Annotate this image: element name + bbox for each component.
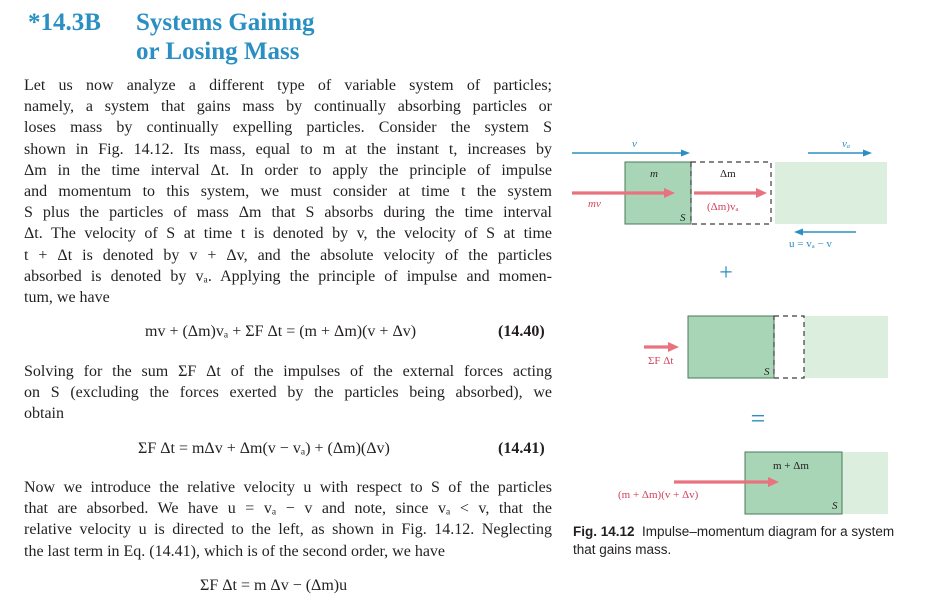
label-final-momentum: (m + Δm)(v + Δv) <box>618 489 699 501</box>
paragraph-3 <box>24 477 552 562</box>
equation-14-41: ΣF Δt = mΔv + Δm(v − vₐ) + (Δm)(Δv) <box>138 440 390 457</box>
figure-row-1 <box>572 138 887 250</box>
label-va: vₐ <box>842 138 851 150</box>
label-s-row3: S <box>832 500 838 512</box>
text-line: t + Δt is denoted by v + Δv, and the absolute velocity of the particles <box>24 246 552 264</box>
text-line: tum, we have <box>24 289 110 307</box>
text-line: the last term in Eq. (14.41), which is of the second order, we have <box>24 542 446 560</box>
text-line: namely, a system that gains mass by continually absorbing particles or <box>24 98 552 116</box>
text-line: obtain <box>24 405 64 423</box>
caption-label: Fig. 14.12 <box>573 524 635 539</box>
text-line: Solving for the sum ΣF Δt of the impulses of the external forces acting <box>24 363 552 380</box>
relative-velocity-arrow-head <box>794 229 803 236</box>
light-green-region <box>842 452 888 514</box>
text-line: on S (excluding the forces exerted by the particles being absorbed), we <box>24 384 552 402</box>
equation-number-14-41: (14.41) <box>498 440 545 457</box>
caption-text: Impulse–momentum diagram for a system that gains mass. <box>573 524 895 557</box>
equals-sign: = <box>750 404 766 433</box>
figure-row-3 <box>618 452 888 514</box>
text-line: S plus the particles of mass Δm that S absorbs during the time interval <box>24 204 552 222</box>
label-v: v <box>632 138 637 150</box>
paragraph-1 <box>24 75 552 308</box>
equation-final: ΣF Δt = m Δv − (Δm)u <box>200 577 348 594</box>
text-line: Δm in the time interval Δt. In order to apply the principle of impulse <box>24 161 552 179</box>
text-line: absorbed is denoted by vₐ. Applying the principle of impulse and momen- <box>24 267 552 285</box>
label-mv: mv <box>588 198 601 210</box>
impulse-arrow-head <box>668 342 679 352</box>
light-green-region <box>804 316 888 378</box>
equation-number-14-40: (14.40) <box>498 323 545 340</box>
va-arrow-head <box>863 150 872 157</box>
label-impulse: ΣF Δt <box>648 355 674 367</box>
light-green-region <box>775 162 887 224</box>
equation-14-40: mv + (Δm)vₐ + ΣF Δt = (m + Δm)(v + Δv) <box>145 323 417 340</box>
plus-sign: + <box>719 260 733 286</box>
momentum-dmva-arrow-head <box>756 188 767 198</box>
text-line: shown in Fig. 14.12. Its mass, equal to m at the instant t, increases by <box>24 140 552 158</box>
text-line: and momentum to this system, we must consider at time t the system <box>24 183 552 201</box>
paragraph-2 <box>24 361 552 425</box>
label-s-row2: S <box>764 366 770 378</box>
section-title-line1: Systems Gaining <box>136 9 315 36</box>
text-line: Let us now analyze a different type of variable system of particles; <box>24 77 552 94</box>
impulse-momentum-figure <box>560 125 900 520</box>
figure-caption <box>573 523 913 559</box>
label-dm-va: (Δm)vₐ <box>707 201 739 213</box>
label-dm: Δm <box>720 168 736 180</box>
section-number: *14.3B <box>28 9 101 36</box>
label-m-plus-dm: m + Δm <box>773 460 809 472</box>
velocity-arrow-head <box>681 150 690 157</box>
text-line: loses mass by continually expelling particles. Consider the system S <box>24 119 552 137</box>
label-s-row1: S <box>680 212 686 224</box>
text-line: Now we introduce the relative velocity u with respect to S of the particles <box>24 479 552 496</box>
text-line: relative velocity u is directed to the left, as shown in Fig. 14.12. Neglecting <box>24 521 552 539</box>
text-line: Δt. The velocity of S at time t is denoted by v, the velocity of S at time <box>24 225 552 243</box>
text-line: that are absorbed. We have u = vₐ − v and note, since vₐ < v, that the <box>24 500 552 518</box>
section-title-line2: or Losing Mass <box>136 38 300 65</box>
figure-row-2 <box>644 316 888 378</box>
absorbed-mass-box <box>774 316 804 378</box>
label-m: m <box>650 168 658 180</box>
system-s-box <box>688 316 774 378</box>
label-u: u = vₐ − v <box>789 238 832 250</box>
